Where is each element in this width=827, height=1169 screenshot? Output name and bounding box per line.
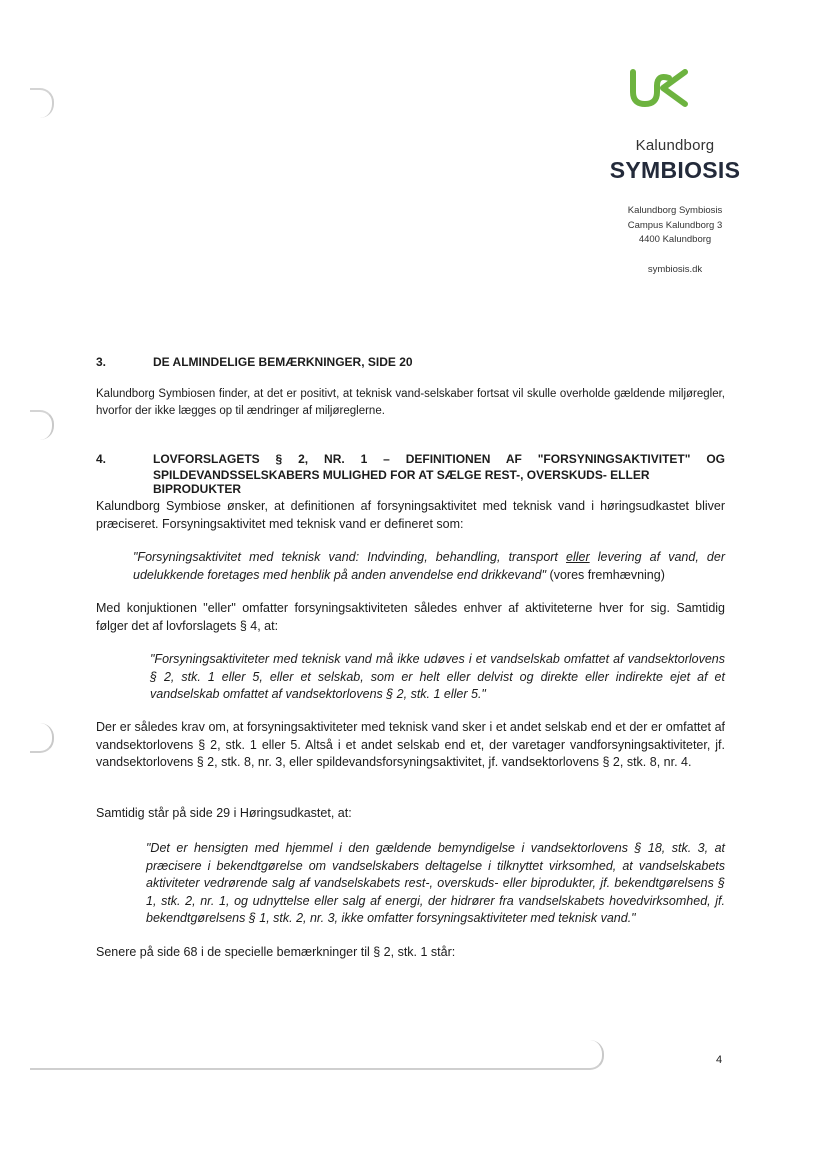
quote-emphasis: eller — [566, 550, 590, 564]
punch-hole-mark — [30, 88, 54, 118]
brand-name-line1: Kalundborg — [635, 137, 715, 154]
section-number: 4. — [96, 452, 107, 466]
section-heading-line2: SPILDEVANDSSELSKABERS MULIGHED FOR AT SÆLGE REST-, OVERSKUDS- ELLER BIPRODUKTER — [153, 468, 650, 496]
page-number: 4 — [716, 1054, 723, 1066]
quote-note: (vores fremhævning) — [546, 567, 665, 582]
block-quote — [133, 549, 725, 584]
punch-hole-mark — [30, 410, 54, 440]
address-line: 4400 Kalundborg — [638, 234, 712, 245]
punch-hole-mark — [30, 1040, 604, 1070]
website-link[interactable]: symbiosis.dk — [647, 264, 703, 275]
section-heading: DE ALMINDELIGE BEMÆRKNINGER, SIDE 20 — [153, 355, 413, 369]
quote-text: "Forsyningsaktivitet med teknisk vand: Indvinding, behandling, transport — [133, 550, 567, 564]
address-line: Kalundborg Symbiosis — [627, 205, 723, 216]
paragraph: Samtidig står på side 29 i Høringsudkastet, at: — [96, 806, 352, 820]
kalundborg-symbiosis-logo-icon — [627, 66, 691, 110]
punch-hole-mark — [30, 723, 54, 753]
paragraph: Der er således krav om, at forsyningsaktiviteter med teknisk vand sker i et andet selskab end et der er omfattet af vandsektorlovens § 2, stk. 1 eller 5. Altså i et andet selskab end et, der varetager vandforsyningsaktiviteter, jf. vandsektorlovens § 2, stk. 8, nr. 3, eller spildevandsforsyningsaktivitet, jf. vandsektorlovens § 2, stk. 8, nr. 4. — [96, 720, 725, 769]
block-quote: "Det er hensigten med hjemmel i den gældende bemyndigelse i vandsektorlovens § 18, stk. 3, at præcisere i bekendtgørelse om vandselskabers deltagelse i tilknyttet virksomhed, at vandselskabets aktiviteter vedrørende salg af vandselskabets rest-, overskuds- eller biprodukter, jf. bekendtgørelsens § 1, stk. 2, nr. 1, og udnyttelse eller salg af energi, der hidrører fra vandselskabets hovedvirksomhed, jf. bekendtgørelsens § 1, stk. 2, nr. 3, ikke omfatter forsyningsaktiviteter med teknisk vand." — [146, 841, 725, 925]
paragraph: Kalundborg Symbiosen finder, at det er positivt, at teknisk vand-selskaber fortsat vil skulle overholde gældende miljøregler, hvorfor der ikke lægges op til ændringer af miljøreglerne. — [96, 388, 725, 417]
block-quote: "Forsyningsaktiviteter med teknisk vand må ikke udøves i et vandselskab omfattet af vandsektorlovens § 2, stk. 1 eller 5, eller et selskab, som er helt eller delvist og direkte eller indirekte ejet af et vandselskab omfattet af vandsektorlovens § 2, stk. 1 eller 5." — [150, 652, 725, 701]
section-heading-line1: LOVFORSLAGETS § 2, NR. 1 – DEFINITIONEN AF "FORSYNINGSAKTIVITET" OG — [153, 452, 725, 466]
paragraph: Kalundborg Symbiose ønsker, at definitionen af forsyningsaktivitet med teknisk vand i høringsudkastet bliver præciseret. Forsyningsaktivitet med teknisk vand er defineret som: — [96, 499, 725, 531]
quote-text: levering af vand, der udelukkende foretages med henblik på anden anvendelse end drikkevand" — [133, 550, 725, 582]
address-line: Campus Kalundborg 3 — [627, 220, 723, 231]
paragraph: Senere på side 68 i de specielle bemærkninger til § 2, stk. 1 står: — [96, 945, 456, 959]
brand-name-line2: SYMBIOSIS — [609, 157, 741, 183]
paragraph: Med konjuktionen "eller" omfatter forsyningsaktiviteten således enhver af aktiviteterne hver for sig. Samtidig følger det af lovforslagets § 4, at: — [96, 601, 725, 633]
section-number: 3. — [96, 355, 107, 369]
